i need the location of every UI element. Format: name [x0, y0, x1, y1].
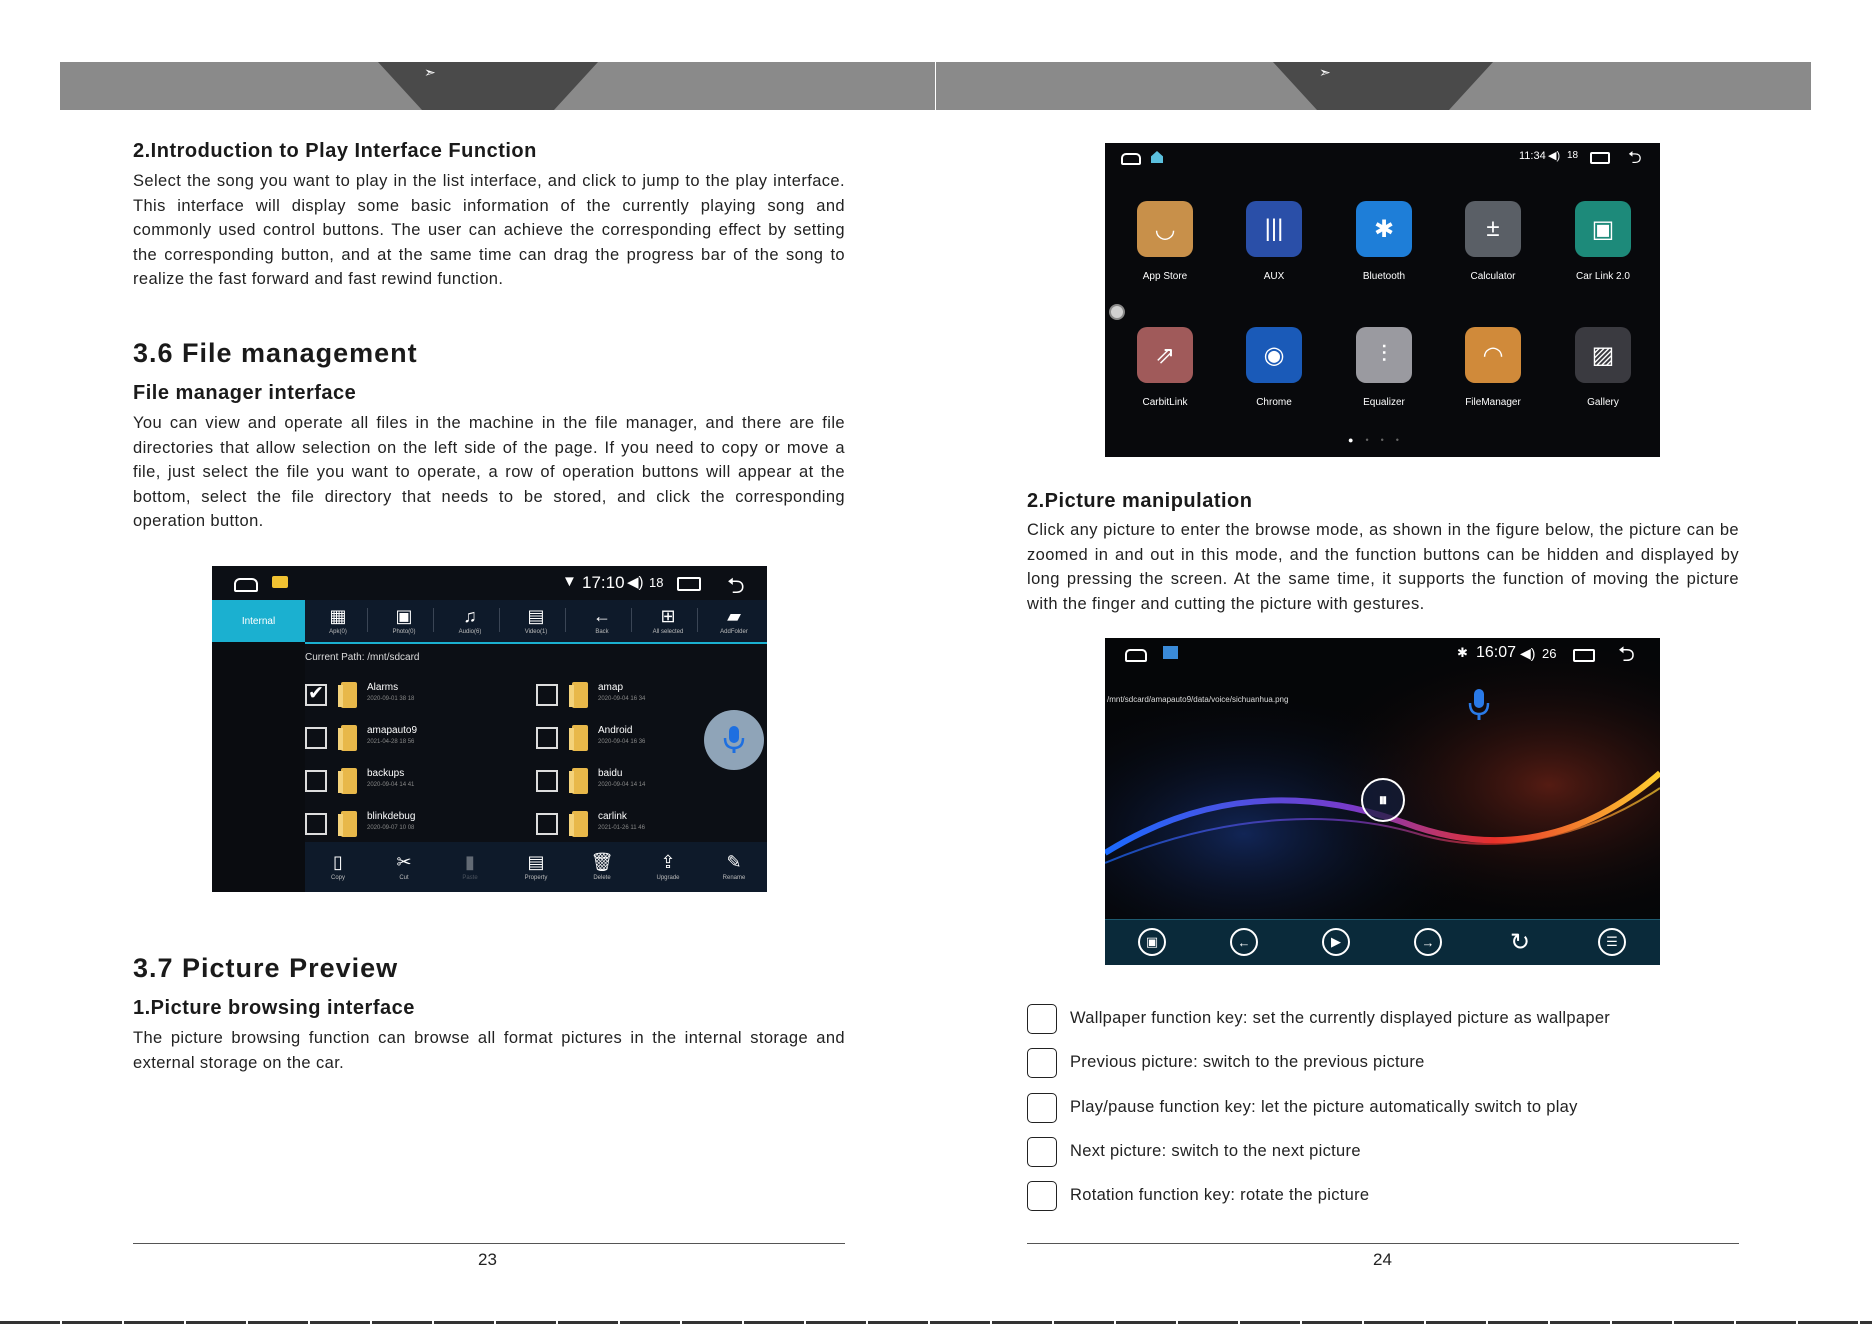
aux-icon: |||	[1246, 201, 1302, 257]
directory-sidebar	[212, 600, 305, 892]
folder-date: 2020-09-07 10 08	[367, 825, 415, 831]
wallpaper-button[interactable]	[1138, 928, 1166, 956]
apps-grid-icon: ▦	[329, 606, 347, 626]
header-arrow-icon: ➣	[424, 64, 436, 80]
key-placeholder-box	[1027, 1004, 1057, 1034]
voice-assistant-button[interactable]	[704, 710, 764, 770]
rename-button[interactable]: ✎ Rename	[709, 846, 759, 888]
tab-apk[interactable]: ▦ Apk(0)	[313, 600, 363, 642]
next-button[interactable]	[1414, 928, 1442, 956]
folder-name: amapauto9	[367, 725, 418, 736]
calculator-icon: ±	[1465, 201, 1521, 257]
image-path: /mnt/sdcard/amapauto9/data/voice/sichuanhua.png	[1107, 695, 1289, 704]
list-icon: ☰	[1606, 934, 1618, 949]
folder-name: blinkdebug	[367, 811, 416, 822]
microphone-icon	[722, 725, 746, 755]
folder-date: 2020-09-04 16 34	[598, 696, 646, 702]
delete-button[interactable]: 🗑 Delete	[577, 846, 627, 888]
checkbox[interactable]	[305, 813, 327, 835]
picture-browsing-subtitle: 1.Picture browsing interface	[133, 997, 415, 1019]
header-arrow-icon: ➣	[1319, 64, 1331, 80]
key-placeholder-box	[1027, 1093, 1057, 1123]
tab-audio[interactable]: ♫ Audio(6)	[445, 600, 495, 642]
add-folder-icon: ▰	[727, 606, 741, 626]
footer-rule-right	[1027, 1243, 1739, 1244]
volume-level: 26	[1542, 646, 1557, 661]
folder-name: backups	[367, 768, 405, 779]
select-all-button[interactable]: ⊞ All selected	[643, 600, 693, 642]
app-equalizer[interactable]: ⫶ Equalizer	[1339, 327, 1429, 408]
arrow-left-icon: ←	[1237, 934, 1251, 950]
page-number-left: 23	[478, 1250, 497, 1269]
category-toolbar	[305, 600, 767, 644]
tab-video[interactable]: ▤ Video(1)	[511, 600, 561, 642]
arrow-left-icon: ←	[593, 606, 611, 626]
folder-icon	[341, 768, 357, 794]
copy-icon: ▯	[333, 852, 343, 872]
property-icon: ▤	[527, 852, 545, 872]
file-manager-subtitle: File manager interface	[133, 382, 357, 404]
volume-level: 18	[649, 575, 664, 590]
checkbox-checked[interactable]	[305, 684, 327, 706]
app-calculator[interactable]: ± Calculator	[1448, 201, 1538, 282]
volume-icon: ◀)	[1520, 645, 1536, 661]
bluetooth-icon: ✱	[1356, 201, 1412, 257]
folder-name: Android	[598, 725, 633, 736]
back-button[interactable]: ← Back	[577, 600, 627, 642]
folder-icon	[341, 682, 357, 708]
photo-icon: ▣	[395, 606, 413, 626]
paste-icon: ▮	[465, 852, 475, 872]
add-folder-button[interactable]: ▰ AddFolder	[709, 600, 759, 642]
home-icon[interactable]	[1125, 649, 1147, 662]
car-link-icon: ▣	[1575, 201, 1631, 257]
folder-date: 2020-09-04 14 41	[367, 782, 415, 788]
key-item-next	[1027, 1137, 1787, 1169]
folder-date: 2020-09-04 16 36	[598, 739, 646, 745]
key-item-previous	[1027, 1048, 1787, 1080]
app-aux[interactable]: ||| AUX	[1229, 201, 1319, 282]
app-carbitlink[interactable]: ⇗ CarbitLink	[1120, 327, 1210, 408]
app-car-link[interactable]: ▣ Car Link 2.0	[1558, 201, 1648, 282]
app-app-store[interactable]: ◡ App Store	[1120, 201, 1210, 282]
viewer-function-bar	[1105, 919, 1660, 965]
film-icon: ▤	[527, 606, 545, 626]
key-description: Wallpaper function key: set the currently displayed picture as wallpaper	[1070, 1009, 1611, 1027]
app-file-manager[interactable]: ◠ FileManager	[1448, 327, 1538, 408]
copy-button[interactable]: ▯ Copy	[313, 846, 363, 888]
app-bluetooth[interactable]: ✱ Bluetooth	[1339, 201, 1429, 282]
folder-icon	[572, 725, 588, 751]
list-item[interactable]	[305, 809, 505, 843]
launcher-screenshot	[1105, 143, 1660, 457]
assistive-touch-button[interactable]	[1109, 304, 1125, 320]
picture-browsing-body: The picture browsing function can browse all format pictures in the internal storage and external storage on the car.	[133, 1029, 845, 1072]
play-button[interactable]	[1322, 928, 1350, 956]
folder-icon	[572, 811, 588, 837]
file-manager-body: You can view and operate all files in the machine in the file manager, and there are file directories that allow selection on the left side of the page. If you need to copy or move a file, just select the file you want to operate, a row of operation buttons will appear at the bottom, select the file directory that needs to be stored, and click the corresponding operation button.	[133, 414, 845, 531]
menu-button[interactable]	[1598, 928, 1626, 956]
play-icon: ▶	[1331, 934, 1341, 949]
intro-title: 2.Introduction to Play Interface Function	[133, 140, 537, 162]
microphone-icon[interactable]	[1467, 688, 1491, 722]
checkbox[interactable]	[305, 727, 327, 749]
volume-icon: ◀)	[627, 574, 644, 591]
chrome-icon: ◉	[1246, 327, 1302, 383]
checkbox[interactable]	[536, 727, 558, 749]
key-description: Play/pause function key: let the picture automatically switch to play	[1070, 1098, 1578, 1116]
list-item[interactable]	[305, 680, 505, 714]
app-chrome[interactable]: ◉ Chrome	[1229, 327, 1319, 408]
upload-icon: ⇪	[660, 852, 676, 872]
status-time: 17:10	[582, 573, 625, 592]
file-manager-icon: ◠	[1465, 327, 1521, 383]
status-bar	[212, 566, 767, 600]
footer-rule-left	[133, 1243, 845, 1244]
trash-icon: 🗑	[590, 852, 614, 872]
volume-icon: ◀)	[1548, 150, 1561, 162]
pen-icon: ✎	[726, 852, 742, 872]
folder-name: Alarms	[367, 682, 399, 693]
wallpaper-icon: ▣	[1145, 934, 1159, 949]
key-item-wallpaper	[1027, 1004, 1787, 1036]
recent-apps-icon[interactable]	[1590, 152, 1610, 164]
select-all-icon: ⊞	[660, 606, 676, 626]
folder-icon	[341, 811, 357, 837]
arrow-right-icon: →	[1421, 934, 1435, 950]
carbitlink-icon: ⇗	[1137, 327, 1193, 383]
intro-body: Select the song you want to play in the list interface, and click to jump to the play interface. This interface will display some basic information of the currently playing song and commonly used control buttons. The user can achieve the corresponding effect by setting the corresponding button, and at the same time can drag the progress bar of the song to realize the fast forward and fast rewind function.	[133, 172, 845, 289]
launcher-home-icon	[1151, 151, 1163, 163]
scissors-icon: ✂	[396, 852, 412, 872]
gallery-icon: ▨	[1575, 327, 1631, 383]
key-placeholder-box	[1027, 1048, 1057, 1078]
key-placeholder-box	[1027, 1181, 1057, 1211]
key-item-rotation	[1027, 1181, 1787, 1213]
rotate-icon: ↻	[1509, 928, 1531, 956]
operation-bar	[305, 842, 767, 892]
picture-preview-title: 3.7 Picture Preview	[133, 953, 399, 983]
current-path: Current Path: /mnt/sdcard	[305, 652, 420, 663]
list-item[interactable]	[536, 766, 736, 800]
key-description: Previous picture: switch to the previous picture	[1070, 1053, 1425, 1071]
upgrade-button[interactable]: ⇪ Upgrade	[643, 846, 693, 888]
folder-name: baidu	[598, 768, 623, 779]
paste-button[interactable]: ▮ Paste	[445, 846, 495, 888]
key-item-play-pause	[1027, 1093, 1787, 1125]
back-icon[interactable]: ⮌	[1618, 643, 1635, 666]
folder-icon	[572, 682, 588, 708]
key-description: Next picture: switch to the next picture	[1070, 1142, 1361, 1160]
page-indicator: ●•••	[1348, 435, 1411, 445]
recent-apps-icon[interactable]	[677, 577, 701, 591]
app-gallery[interactable]: ▨ Gallery	[1558, 327, 1648, 408]
folder-date: 2020-09-01 38 18	[367, 696, 415, 702]
previous-button[interactable]	[1230, 928, 1258, 956]
app-store-icon: ◡	[1137, 201, 1193, 257]
picture-manipulation-title: 2.Picture manipulation	[1027, 490, 1253, 512]
rotate-button[interactable]	[1506, 928, 1534, 956]
checkbox[interactable]	[305, 770, 327, 792]
page-number-right: 24	[1373, 1250, 1392, 1269]
status-time: 16:07	[1476, 644, 1517, 661]
folder-date: 2020-09-04 14 14	[598, 782, 646, 788]
list-item[interactable]	[305, 766, 505, 800]
checkbox[interactable]	[536, 770, 558, 792]
recent-apps-icon[interactable]	[1573, 649, 1595, 662]
file-manager-screenshot	[212, 566, 767, 892]
key-description: Rotation function key: rotate the picture	[1070, 1186, 1370, 1204]
tab-photo[interactable]: ▣ Photo(0)	[379, 600, 429, 642]
status-time: 11:34	[1519, 150, 1546, 162]
folder-name: carlink	[598, 811, 627, 822]
volume-level: 18	[1567, 150, 1579, 161]
folder-date: 2021-04-28 18 56	[367, 739, 415, 745]
key-placeholder-box	[1027, 1137, 1057, 1167]
home-icon	[234, 578, 258, 592]
folder-icon	[572, 768, 588, 794]
back-icon[interactable]: ⮌	[1628, 148, 1642, 167]
equalizer-icon: ⫶	[1356, 327, 1412, 383]
picture-manipulation-body: Click any picture to enter the browse mode, as shown in the figure below, the picture can be zoomed in and out in this mode, and the function buttons can be hidden and displayed by long pressing the screen. At the same time, it supports the function of moving the picture with the finger and cutting the picture with gestures.	[1027, 521, 1739, 613]
folder-badge-icon	[272, 576, 288, 588]
picture-viewer-screenshot	[1105, 638, 1660, 965]
sidebar-item-internal[interactable]: Internal	[212, 600, 305, 642]
folder-date: 2021-01-26 11 46	[598, 825, 645, 831]
cut-button[interactable]: ✂ Cut	[379, 846, 429, 888]
bluetooth-status-icon: ✱	[1457, 645, 1468, 660]
home-icon[interactable]	[1121, 153, 1141, 165]
gallery-badge-icon	[1163, 646, 1178, 659]
list-item[interactable]	[536, 680, 736, 714]
property-button[interactable]: ▤ Property	[511, 846, 561, 888]
list-item[interactable]	[536, 809, 736, 843]
checkbox[interactable]	[536, 684, 558, 706]
wifi-icon: ▼	[562, 573, 577, 590]
play-pause-overlay-button[interactable]: ⏸	[1361, 778, 1405, 822]
list-item[interactable]	[305, 723, 505, 757]
music-note-icon: ♫	[463, 606, 477, 626]
folder-name: amap	[598, 682, 624, 693]
checkbox[interactable]	[536, 813, 558, 835]
back-icon[interactable]: ⮌	[727, 573, 745, 598]
file-management-title: 3.6 File management	[133, 338, 418, 368]
folder-icon	[341, 725, 357, 751]
